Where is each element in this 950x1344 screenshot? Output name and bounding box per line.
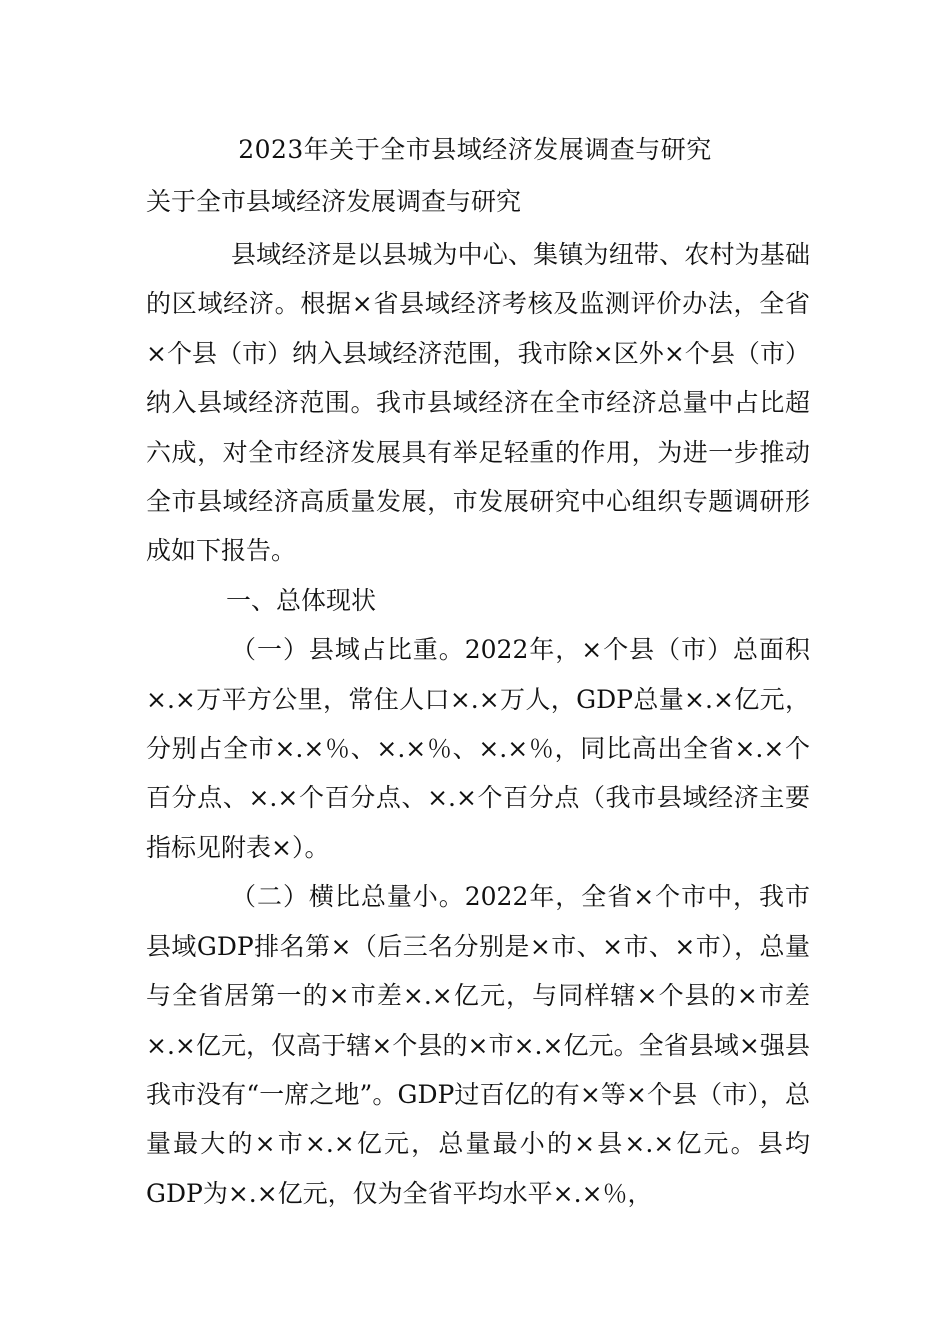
paragraph-horizontal-comparison: （二）横比总量小。2022年，全省×个市中，我市县域GDP排名第×（后三名分别是×市、×市、×市），总量与全省居第一的×市差×.×亿元，与同样辖×个县的×市差×.×亿元，仅高于辖×个县的×市×.×亿元。全省县域×强县我市没有“一席之地”。GDP过百亿的有×等×个县（市），总量最大的×市×.×亿元，总量最小的×县×.×亿元。县均GDP为×.×亿元，仅为全省平均水平×.×％， [146, 882, 810, 1208]
document-title: 2023年关于全市县域经济发展调查与研究 [238, 135, 712, 164]
document-subtitle: 关于全市县域经济发展调查与研究 [146, 187, 522, 216]
document-body [146, 230, 810, 1218]
paragraph-intro: 县域经济是以县城为中心、集镇为纽带、农村为基础的区域经济。根据×省县域经济考核及监测评价办法，全省×个县（市）纳入县域经济范围，我市除×区外×个县（市）纳入县域经济范围。我市县域经济在全市经济总量中占比超六成，对全市经济发展具有举足轻重的作用，为进一步推动全市县域经济高质量发展，市发展研究中心组织专题调研形成如下报告。 [146, 240, 810, 566]
paragraph-county-share: （一）县域占比重。2022年，×个县（市）总面积×.×万平方公里，常住人口×.×万人，GDP总量×.×亿元，分别占全市×.×％、×.×％、×.×％，同比高出全省×.×个百分点、×.×个百分点、×.×个百分点（我市县域经济主要指标见附表×）。 [146, 635, 810, 862]
section-heading-overall-status: 一、总体现状 [226, 585, 377, 615]
